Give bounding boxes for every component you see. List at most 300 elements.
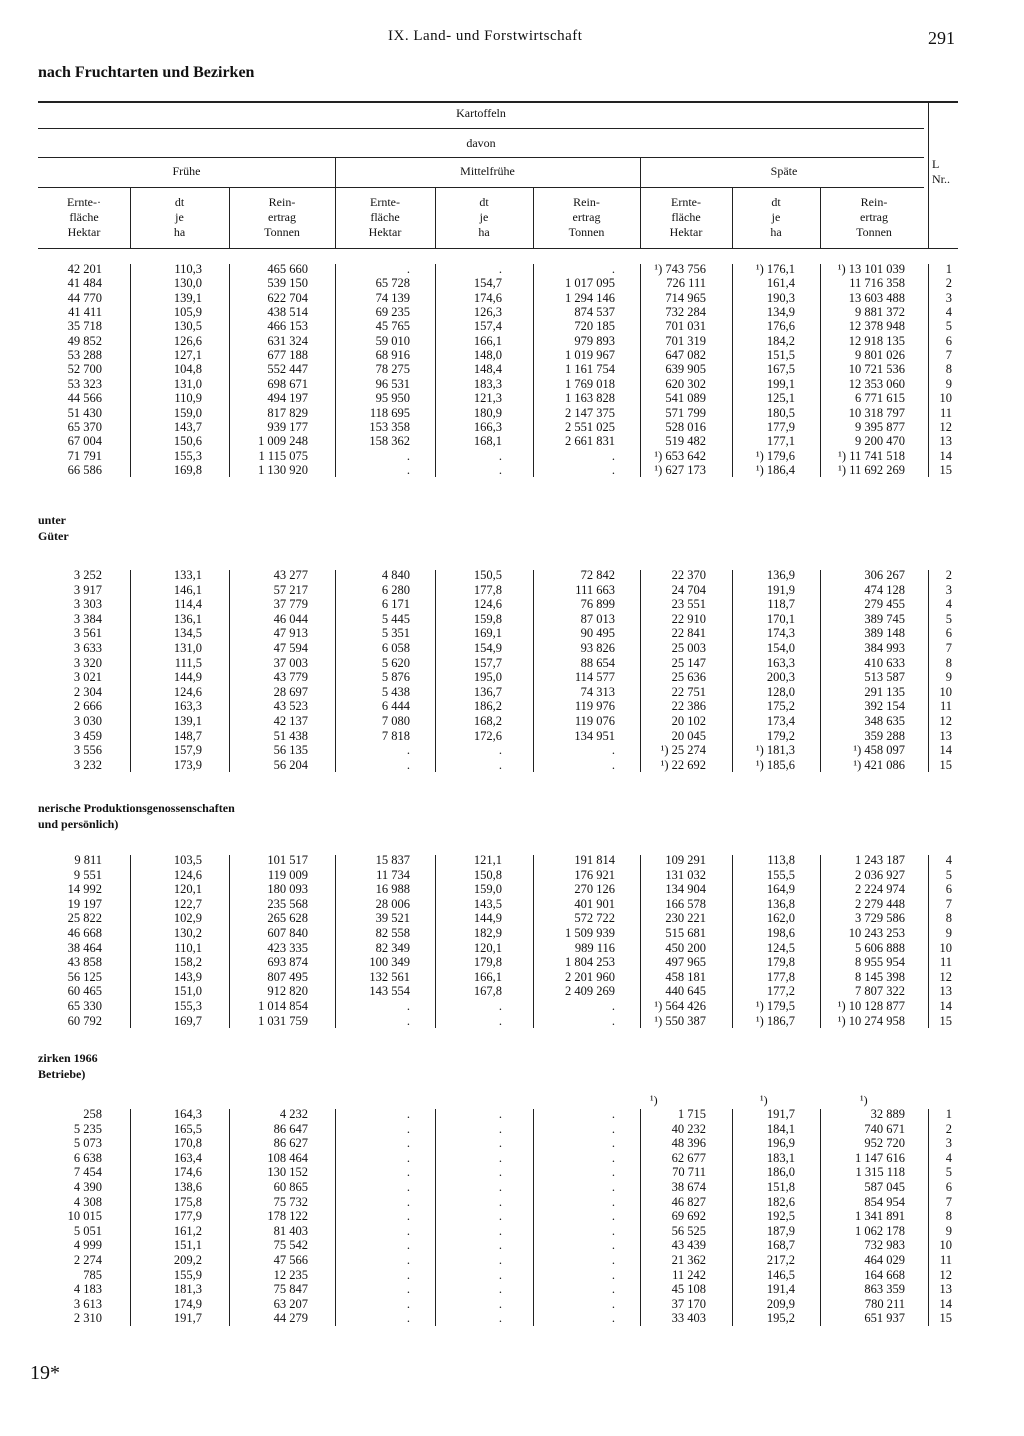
table-cell: 151,8 xyxy=(766,1180,795,1194)
table-cell: 423 335 xyxy=(267,940,308,955)
table-cell: 939 177 xyxy=(267,419,308,434)
table-cell: . xyxy=(406,757,410,772)
table-cell: 47 594 xyxy=(273,641,308,655)
table-cell: 104,8 xyxy=(173,362,202,377)
table-cell: 195,2 xyxy=(766,1311,795,1326)
table-cell: 164 668 xyxy=(864,1267,905,1282)
table-cell: . xyxy=(406,448,410,463)
table-cell: 3 xyxy=(945,1136,952,1151)
footnote-mark: ¹) xyxy=(760,1093,768,1107)
table-cell: 75 847 xyxy=(273,1282,308,1297)
table-cell: 1 715 xyxy=(677,1107,706,1121)
table-cell: 7 818 xyxy=(381,728,410,743)
table-cell: 1 294 146 xyxy=(565,290,615,305)
table-cell: 174,6 xyxy=(173,1165,202,1180)
table-cell: 14 992 xyxy=(67,882,102,897)
table-cell: 162,0 xyxy=(766,911,795,926)
table-cell: 3 633 xyxy=(73,641,102,655)
table-cell: 169,1 xyxy=(473,626,502,641)
table-cell: 5 445 xyxy=(381,611,410,626)
table-cell: 348 635 xyxy=(864,714,905,728)
table-cell: . xyxy=(406,1209,410,1224)
table-cell: 38 674 xyxy=(671,1180,706,1194)
table-cell: 131,0 xyxy=(173,376,202,391)
table-row xyxy=(0,1107,1024,1122)
table-cell: 587 045 xyxy=(864,1180,905,1194)
table-cell: 1 341 891 xyxy=(855,1209,905,1224)
table-cell: 180,5 xyxy=(766,405,795,420)
table-cell: 13 xyxy=(939,728,952,743)
table-cell: 2 661 831 xyxy=(565,434,615,449)
table-cell: 44 279 xyxy=(273,1311,308,1326)
table-cell: 158,2 xyxy=(173,955,202,970)
table-cell: 163,4 xyxy=(173,1150,202,1165)
table-cell: 20 045 xyxy=(671,728,706,743)
table-cell: 56 204 xyxy=(273,757,308,772)
table-cell: . xyxy=(498,1136,502,1151)
table-cell: . xyxy=(498,262,502,276)
table-cell: 164,3 xyxy=(173,1107,202,1121)
table-cell: 157,4 xyxy=(473,319,502,334)
table-cell: 181,3 xyxy=(173,1282,202,1297)
table-cell: 126,3 xyxy=(473,305,502,320)
table-cell: 76 899 xyxy=(580,597,615,612)
table-row xyxy=(0,882,1024,897)
table-cell: . xyxy=(406,1136,410,1151)
table-cell: 7 080 xyxy=(381,714,410,728)
table-cell: 12 xyxy=(939,1267,952,1282)
table-cell: 105,9 xyxy=(173,305,202,320)
table-cell: 175,8 xyxy=(173,1194,202,1209)
table-cell: 52 700 xyxy=(67,362,102,377)
table-cell: 120,1 xyxy=(173,882,202,897)
header-rule-groups xyxy=(38,187,924,188)
table-cell: 46 827 xyxy=(671,1194,706,1209)
table-cell: 740 671 xyxy=(864,1121,905,1136)
table-cell: 1 804 253 xyxy=(565,955,615,970)
table-cell: 5 073 xyxy=(73,1136,102,1151)
table-cell: 191,7 xyxy=(766,1107,795,1121)
table-cell: 148,7 xyxy=(173,728,202,743)
table-cell: 13 xyxy=(939,984,952,999)
table-row xyxy=(0,1195,1024,1210)
table-cell: 133,1 xyxy=(173,568,202,582)
table-cell: 401 901 xyxy=(574,896,615,911)
table-cell: 163,3 xyxy=(173,699,202,714)
table-cell: 11 xyxy=(939,1253,952,1267)
table-row xyxy=(0,1180,1024,1195)
section-title: nerische Produktionsgenossenschaften und persönlich) xyxy=(38,801,235,831)
table-cell: 732 284 xyxy=(665,305,706,320)
table-cell: 93 826 xyxy=(580,641,615,655)
table-cell: 65 330 xyxy=(67,999,102,1013)
table-cell: . xyxy=(406,1253,410,1267)
table-cell: 28 697 xyxy=(273,684,308,699)
table-cell: 21 362 xyxy=(671,1253,706,1267)
table-cell: 1 031 759 xyxy=(258,1013,308,1028)
table-cell: . xyxy=(611,757,615,772)
table-cell: 151,5 xyxy=(766,348,795,363)
table-cell: 11 242 xyxy=(672,1267,706,1282)
section-title: unter Güter xyxy=(38,513,69,543)
table-cell: 136,8 xyxy=(766,896,795,911)
table-cell: . xyxy=(406,462,410,477)
table-cell: 10 721 536 xyxy=(848,362,905,377)
table-row xyxy=(0,1209,1024,1224)
table-cell: 173,4 xyxy=(766,714,795,728)
table-row xyxy=(0,729,1024,744)
table-cell: 4 308 xyxy=(73,1194,102,1209)
table-cell: 86 627 xyxy=(273,1136,308,1151)
table-cell: 109 291 xyxy=(665,853,706,867)
table-cell: 552 447 xyxy=(267,362,308,377)
table-cell: 9 551 xyxy=(73,867,102,882)
table-cell: . xyxy=(406,743,410,758)
table-cell: 184,1 xyxy=(766,1121,795,1136)
table-cell: 44 566 xyxy=(67,391,102,406)
table-cell: . xyxy=(498,462,502,477)
table-cell: 677 188 xyxy=(267,348,308,363)
table-cell: 807 495 xyxy=(267,969,308,984)
table-cell: . xyxy=(406,1296,410,1311)
table-cell: 192,5 xyxy=(766,1209,795,1224)
table-cell: 15 xyxy=(939,1013,952,1028)
table-cell: 2 201 960 xyxy=(565,969,615,984)
table-cell: . xyxy=(406,1165,410,1180)
table-cell: 2 279 448 xyxy=(855,896,905,911)
table-cell: 6 638 xyxy=(73,1150,102,1165)
table-cell: 15 xyxy=(939,1311,952,1326)
table-cell: 179,2 xyxy=(766,728,795,743)
table-row xyxy=(0,984,1024,999)
table-cell: 86 647 xyxy=(273,1121,308,1136)
table-cell: 167,5 xyxy=(766,362,795,377)
table-cell: 912 820 xyxy=(267,984,308,999)
table-cell: 130,5 xyxy=(173,319,202,334)
table-cell: 164,9 xyxy=(766,882,795,897)
table-cell: 134,9 xyxy=(766,305,795,320)
table-cell: . xyxy=(498,1238,502,1253)
table-cell: . xyxy=(498,1180,502,1194)
table-cell: 158 362 xyxy=(369,434,410,449)
table-cell: . xyxy=(498,743,502,758)
table-cell: 39 521 xyxy=(375,911,410,926)
table-cell: 100 349 xyxy=(369,955,410,970)
table-cell: 131 032 xyxy=(665,867,706,882)
table-cell: 2 224 974 xyxy=(855,882,905,897)
table-subtitle: nach Fruchtarten und Bezirken xyxy=(38,64,255,81)
table-cell: . xyxy=(611,1267,615,1282)
table-cell: 720 185 xyxy=(574,319,615,334)
table-cell: 571 799 xyxy=(665,405,706,420)
table-cell: . xyxy=(611,1165,615,1180)
table-cell: 136,1 xyxy=(173,611,202,626)
header-lnr: L Nr.. xyxy=(932,157,950,186)
table-cell: 132 561 xyxy=(369,969,410,984)
table-cell: 466 153 xyxy=(267,319,308,334)
column-header-2: dt je ha xyxy=(173,195,186,239)
table-cell: ¹) 11 741 518 xyxy=(838,448,905,463)
table-cell: 32 889 xyxy=(870,1107,905,1121)
section-title: zirken 1966 Betriebe) xyxy=(38,1051,98,1081)
header-mittelfruehe: Mittelfrühe xyxy=(460,164,515,178)
table-cell: 5 606 888 xyxy=(855,940,905,955)
table-cell: 143,7 xyxy=(173,419,202,434)
table-cell: 7 xyxy=(945,348,952,363)
table-row xyxy=(0,699,1024,714)
table-row xyxy=(0,568,1024,583)
table-cell: 4 xyxy=(945,853,952,867)
table-cell: 43 779 xyxy=(273,670,308,685)
table-cell: 465 660 xyxy=(267,262,308,276)
table-cell: 33 403 xyxy=(671,1311,706,1326)
table-cell: 134 904 xyxy=(665,882,706,897)
table-cell: 7 807 322 xyxy=(855,984,905,999)
table-cell: 3 320 xyxy=(73,655,102,670)
table-cell: 4 232 xyxy=(279,1107,308,1121)
table-cell: 69 692 xyxy=(671,1209,706,1224)
table-cell: 863 359 xyxy=(864,1282,905,1297)
table-cell: 56 125 xyxy=(67,969,102,984)
table-cell: 3 030 xyxy=(73,714,102,728)
table-cell: 166,3 xyxy=(473,419,502,434)
table-cell: 49 852 xyxy=(67,333,102,348)
table-cell: 22 386 xyxy=(671,699,706,714)
table-row xyxy=(0,420,1024,435)
table-cell: 10 xyxy=(939,1238,952,1253)
table-cell: 572 722 xyxy=(574,911,615,926)
table-cell: 701 031 xyxy=(665,319,706,334)
table-cell: . xyxy=(406,1267,410,1282)
table-cell: 42 137 xyxy=(273,714,308,728)
table-cell: 130,0 xyxy=(173,276,202,291)
table-cell: 159,8 xyxy=(473,611,502,626)
table-cell: 701 319 xyxy=(665,333,706,348)
table-cell: 389 148 xyxy=(864,626,905,641)
table-row xyxy=(0,853,1024,868)
table-cell: 5 xyxy=(945,867,952,882)
header-davon: davon xyxy=(466,136,496,150)
table-row xyxy=(0,348,1024,363)
table-cell: 12 378 948 xyxy=(848,319,905,334)
table-cell: ¹) 22 692 xyxy=(660,757,706,772)
table-cell: 63 207 xyxy=(273,1296,308,1311)
table-cell: 126,6 xyxy=(173,333,202,348)
table-cell: 8 xyxy=(945,1209,952,1224)
table-row xyxy=(0,970,1024,985)
table-cell: 166 578 xyxy=(665,896,706,911)
table-cell: 4 183 xyxy=(73,1282,102,1297)
table-cell: 6 171 xyxy=(381,597,410,612)
table-cell: 110,9 xyxy=(174,391,202,406)
table-cell: 497 965 xyxy=(665,955,706,970)
table-cell: 13 603 488 xyxy=(848,290,905,305)
table-row xyxy=(0,758,1024,773)
table-cell: 130 152 xyxy=(267,1165,308,1180)
table-cell: 43 858 xyxy=(67,955,102,970)
table-cell: 20 102 xyxy=(671,714,706,728)
table-cell: 989 116 xyxy=(574,940,615,955)
table-cell: 494 197 xyxy=(267,391,308,406)
table-row xyxy=(0,626,1024,641)
table-row xyxy=(0,362,1024,377)
table-cell: 41 411 xyxy=(68,305,102,320)
table-cell: 12 xyxy=(939,419,952,434)
table-cell: 165,5 xyxy=(173,1121,202,1136)
table-cell: 114,4 xyxy=(174,597,202,612)
table-cell: 15 xyxy=(939,462,952,477)
column-header-5: dt je ha xyxy=(478,195,490,239)
table-cell: 48 396 xyxy=(671,1136,706,1151)
table-cell: 9 395 877 xyxy=(855,419,905,434)
table-cell: 111,5 xyxy=(174,655,202,670)
table-row xyxy=(0,597,1024,612)
table-cell: 143,5 xyxy=(473,896,502,911)
table-cell: 198,6 xyxy=(766,926,795,940)
table-cell: . xyxy=(611,448,615,463)
table-cell: . xyxy=(406,1150,410,1165)
table-row xyxy=(0,911,1024,926)
table-cell: 22 910 xyxy=(671,611,706,626)
table-cell: . xyxy=(498,1165,502,1180)
table-cell: 46 668 xyxy=(67,926,102,940)
table-cell: ¹) 185,6 xyxy=(755,757,795,772)
table-cell: 541 089 xyxy=(665,391,706,406)
table-cell: 170,1 xyxy=(766,611,795,626)
table-cell: 183,1 xyxy=(766,1150,795,1165)
table-row xyxy=(0,319,1024,334)
table-cell: 693 874 xyxy=(267,955,308,970)
table-cell: 11 734 xyxy=(376,867,410,882)
table-cell: 24 704 xyxy=(671,582,706,597)
header-kartoffeln: Kartoffeln xyxy=(456,106,506,120)
table-cell: 3 232 xyxy=(73,757,102,772)
table-cell: 88 654 xyxy=(580,655,615,670)
table-cell: 45 108 xyxy=(671,1282,706,1297)
table-cell: 60 792 xyxy=(67,1013,102,1028)
table-row xyxy=(0,1282,1024,1297)
table-cell: 1 243 187 xyxy=(855,853,905,867)
table-cell: . xyxy=(406,1194,410,1209)
table-cell: 7 xyxy=(945,896,952,911)
table-cell: 1 130 920 xyxy=(258,462,308,477)
table-cell: 65 728 xyxy=(375,276,410,291)
table-cell: 14 xyxy=(939,999,952,1013)
table-cell: 235 568 xyxy=(267,896,308,911)
table-cell: 11 xyxy=(939,955,952,970)
table-cell: . xyxy=(498,1150,502,1165)
table-cell: 3 252 xyxy=(73,568,102,582)
table-row xyxy=(0,291,1024,306)
table-row xyxy=(0,641,1024,656)
table-cell: 10 015 xyxy=(67,1209,102,1224)
table-cell: 279 455 xyxy=(864,597,905,612)
table-cell: 8 145 398 xyxy=(855,969,905,984)
table-cell: 60 465 xyxy=(67,984,102,999)
table-cell: 38 464 xyxy=(67,940,102,955)
table-cell: 138,6 xyxy=(173,1180,202,1194)
table-cell: 2 036 927 xyxy=(855,867,905,882)
table-row xyxy=(0,1014,1024,1029)
table-row xyxy=(0,1268,1024,1283)
table-cell: 291 135 xyxy=(864,684,905,699)
table-row xyxy=(0,1122,1024,1137)
table-cell: 119 076 xyxy=(574,714,615,728)
table-cell: 726 111 xyxy=(666,276,706,291)
table-cell: 159,0 xyxy=(173,405,202,420)
table-cell: 172,6 xyxy=(473,728,502,743)
table-cell: 6 771 615 xyxy=(855,391,905,406)
table-cell: 5 xyxy=(945,1165,952,1180)
table-cell: 9 xyxy=(945,926,952,940)
table-cell: 6 xyxy=(945,882,952,897)
table-cell: 639 905 xyxy=(665,362,706,377)
column-header-9: Rein- ertrag Tonnen xyxy=(856,195,892,239)
table-cell: 119 009 xyxy=(267,867,308,882)
table-cell: 1 315 118 xyxy=(855,1165,905,1180)
table-cell: 5 xyxy=(945,611,952,626)
table-cell: 59 010 xyxy=(375,333,410,348)
table-cell: 43 277 xyxy=(273,568,308,582)
table-cell: 9 200 470 xyxy=(855,434,905,449)
table-cell: 1 161 754 xyxy=(565,362,615,377)
table-cell: 81 403 xyxy=(273,1223,308,1238)
table-cell: ¹) 11 692 269 xyxy=(838,462,905,477)
table-cell: 53 323 xyxy=(67,376,102,391)
table-cell: ¹) 176,1 xyxy=(755,262,795,276)
table-cell: 95 950 xyxy=(375,391,410,406)
table-cell: . xyxy=(611,462,615,477)
table-cell: 3 613 xyxy=(73,1296,102,1311)
table-cell: 7 xyxy=(945,1194,952,1209)
table-cell: 43 439 xyxy=(671,1238,706,1253)
table-cell: 3 556 xyxy=(73,743,102,758)
table-cell: ¹) 10 274 958 xyxy=(837,1013,905,1028)
table-cell: ¹) 627 173 xyxy=(654,462,706,477)
table-cell: 1 769 018 xyxy=(565,376,615,391)
page-number: 291 xyxy=(928,28,955,48)
table-cell: . xyxy=(611,1253,615,1267)
table-cell: 75 732 xyxy=(273,1194,308,1209)
table-cell: 114 577 xyxy=(574,670,615,685)
table-cell: 57 217 xyxy=(273,582,308,597)
table-cell: 1 014 854 xyxy=(258,999,308,1013)
table-cell: 389 745 xyxy=(864,611,905,626)
table-cell: 121,1 xyxy=(473,853,502,867)
table-cell: 10 xyxy=(939,940,952,955)
table-cell: 191,4 xyxy=(766,1282,795,1297)
table-cell: . xyxy=(406,1238,410,1253)
table-cell: 11 xyxy=(939,699,952,714)
table-cell: 3 384 xyxy=(73,611,102,626)
table-cell: 28 006 xyxy=(375,896,410,911)
table-cell: 121,3 xyxy=(473,391,502,406)
table-cell: 124,5 xyxy=(766,940,795,955)
table-row xyxy=(0,941,1024,956)
table-cell: . xyxy=(611,1136,615,1151)
table-cell: 1 147 616 xyxy=(855,1150,905,1165)
table-cell: 131,0 xyxy=(173,641,202,655)
table-cell: 53 288 xyxy=(67,348,102,363)
table-cell: 124,6 xyxy=(173,867,202,882)
table-cell: 134,5 xyxy=(173,626,202,641)
table-cell: 118,7 xyxy=(767,597,795,612)
table-cell: 392 154 xyxy=(864,699,905,714)
table-row xyxy=(0,714,1024,729)
table-cell: 134 951 xyxy=(574,728,615,743)
column-header-4: Ernte- fläche Hektar xyxy=(368,195,402,239)
table-cell: 66 586 xyxy=(67,462,102,477)
